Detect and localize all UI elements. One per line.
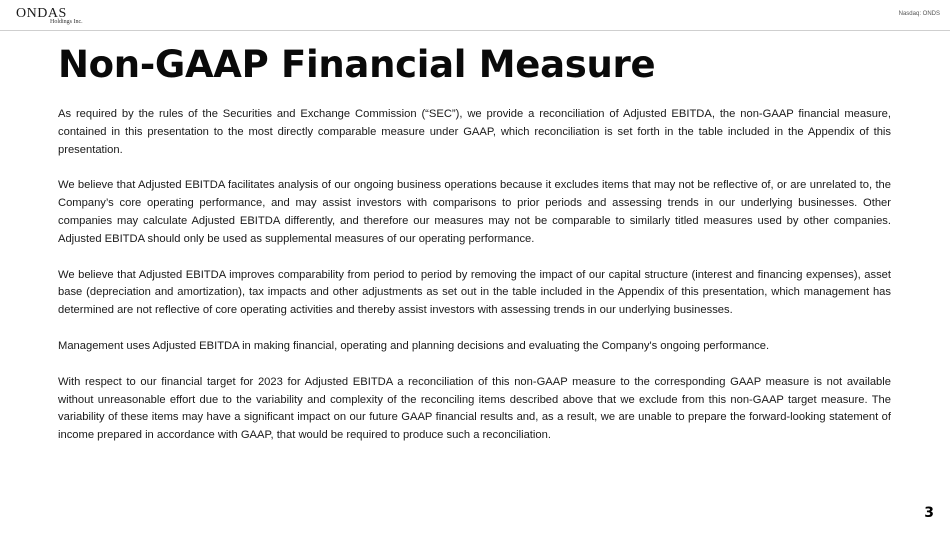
slide-body (58, 106, 891, 463)
body-paragraph-sec-reconciliation: As required by the rules of the Securities and Exchange Commission (“SEC”), we provide a reconciliation of Adjusted EBITDA, the non-GAAP financial measure, contained in this presentation to the most directly comparable measure under GAAP, which reconciliation is set forth in the table included in the Appendix of this presentation. (58, 108, 891, 156)
company-logo (16, 6, 83, 25)
body-paragraph-management-use: Management uses Adjusted EBITDA in making financial, operating and planning decisions and evaluating the Company's ongoing performance. (58, 339, 770, 352)
slide-title: Non-GAAP Financial Measure (58, 43, 656, 86)
body-paragraph-financial-target: With respect to our financial target for 2023 for Adjusted EBITDA a reconciliation of this non-GAAP measure to the corresponding GAAP measure is not available without unreasonable effort due to the variability and complexity of the reconciling items described above that we exclude from this non-GAAP target measure. The variability of these items may have a significant impact on our future GAAP financial results and, as a result, we are unable to prepare the forward-looking statement of income prepared in accordance with GAAP, that would be required to produce such a reconciliation. (58, 375, 891, 442)
body-paragraph-comparability: We believe that Adjusted EBITDA improves comparability from period to period by removing the impact of our capital structure (interest and financing expenses), asset base (depreciation and amortization), tax impacts and other adjustments as set out in the table included in the Appendix of this presentation, which management has determined are not reflective of core operating activities and thereby assist investors with assessing trends in our underlying businesses. (58, 268, 891, 317)
page-number: 3 (924, 505, 934, 521)
nasdaq-ticker: Nasdaq: ONDS (898, 11, 940, 17)
logo-subtext: Holdings Inc. (50, 19, 83, 25)
slide-header (0, 0, 950, 31)
body-paragraph-analysis: We believe that Adjusted EBITDA facilitates analysis of our ongoing business operations because it excludes items that may not be reflective of, or are unrelated to, the Company’s core operating performance, and may assist investors with comparisons to prior periods and assessing trends in our underlying businesses. Other companies may calculate Adjusted EBITDA differently, and therefore our measures may not be comparable to similarly titled measures used by other companies. Adjusted EBITDA should only be used as supplemental measures of our operating performance. (58, 179, 891, 245)
logo-wordmark: ONDAS (16, 6, 67, 21)
